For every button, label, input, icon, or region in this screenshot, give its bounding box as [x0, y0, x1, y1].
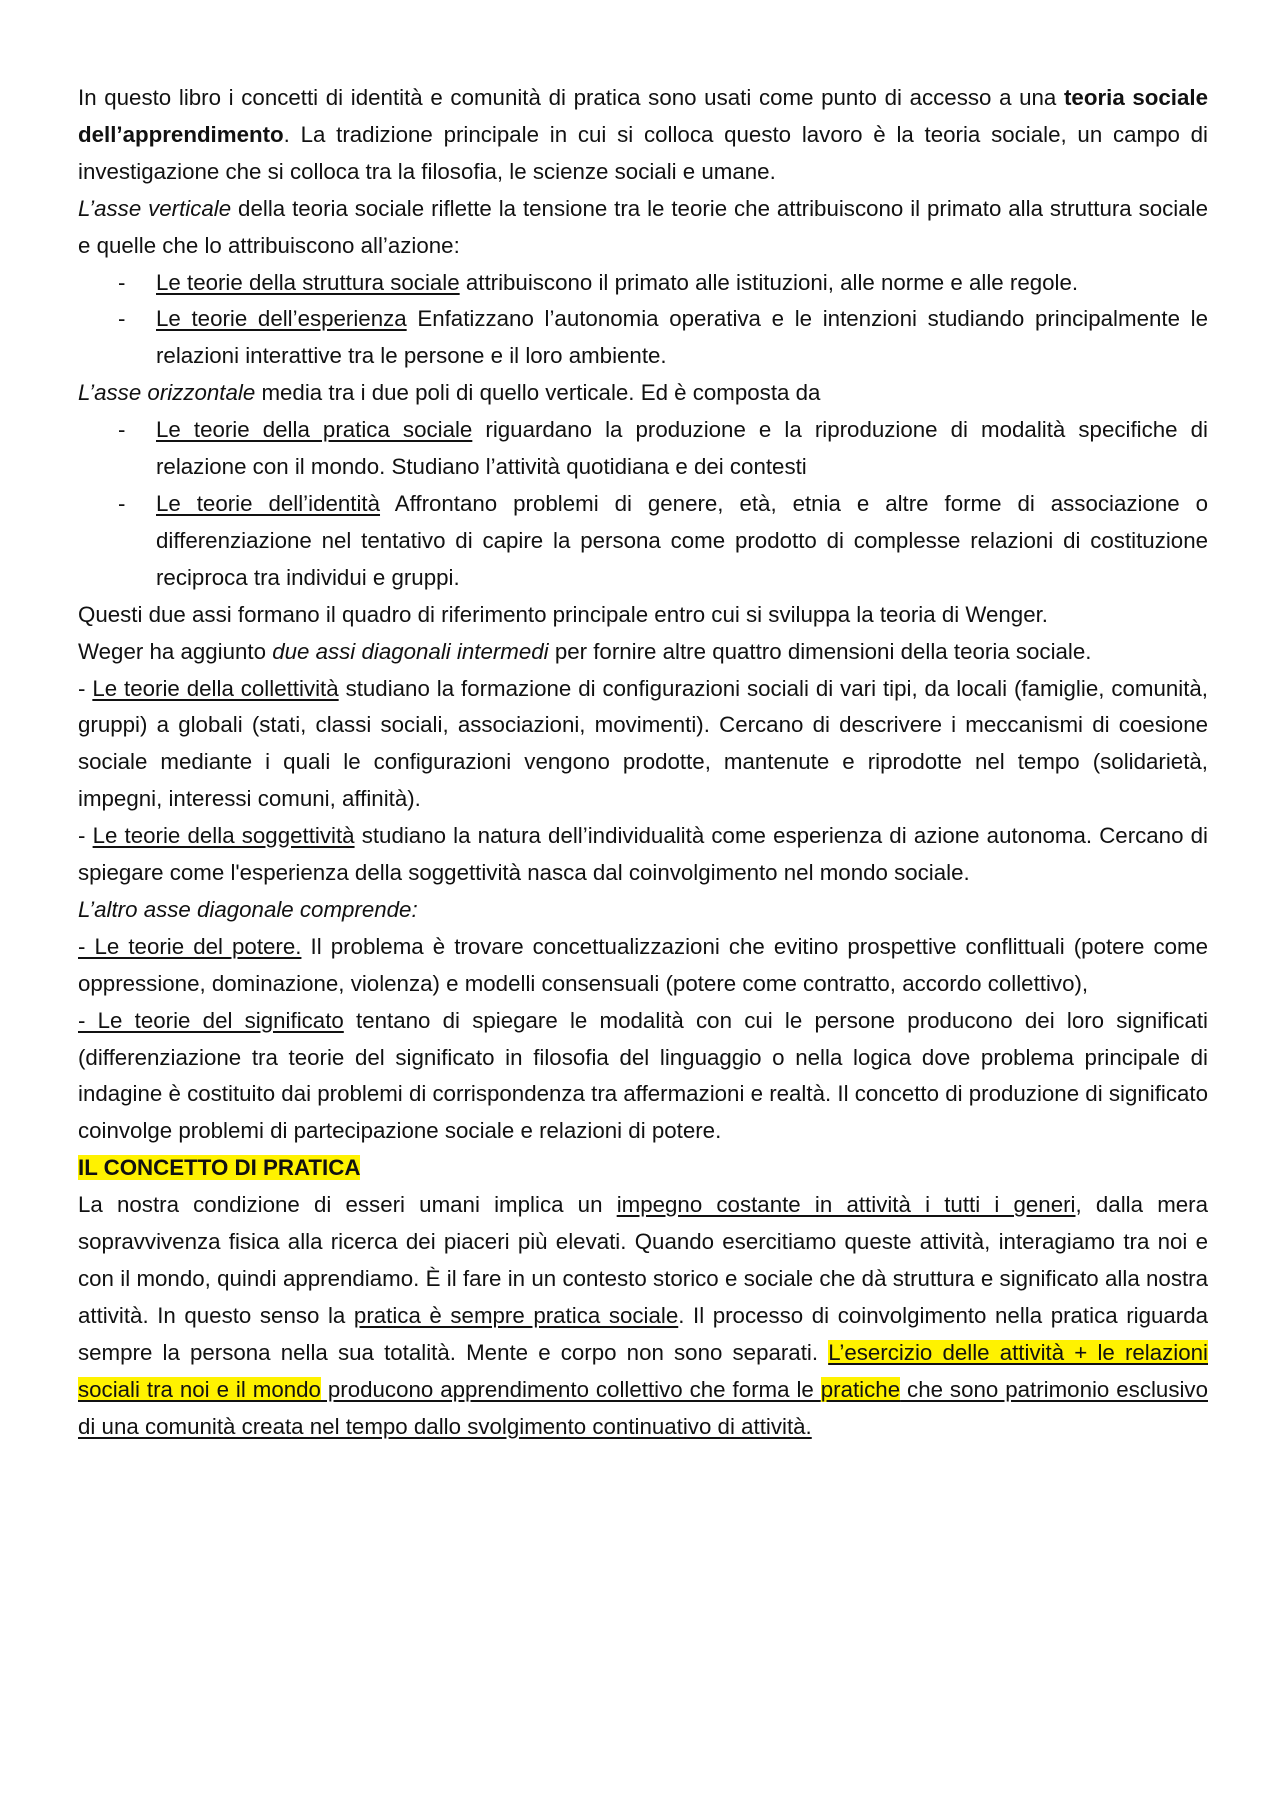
text-run: . Il processo di coinvolgimento nella pratica riguarda sempre la persona nella sua totalità. Mente e corpo non sono separati.: [78, 1302, 1209, 1365]
bullet-dash: -: [118, 306, 126, 332]
text-run: . La tradizione principale in cui si colloca questo lavoro è la teoria sociale, un campo di investigazione che si colloca tra la filosofia, le scienze sociali e umane.: [78, 121, 1208, 184]
subjectivity-paragraph: [78, 818, 1208, 892]
text-run: studiano la natura dell’individualità come esperienza di azione autonoma. Cercano di spiegare come l'esperienza della soggettività nasca dal coinvolgimento nel mondo sociale.: [78, 823, 1208, 886]
text-run: media tra i due poli di quello verticale. Ed è composta da: [255, 380, 821, 406]
power-paragraph: [78, 929, 1208, 1003]
underlined-term: - Le teorie del significato: [78, 1007, 344, 1033]
list-item: [78, 265, 1208, 302]
italic-term: L’asse verticale: [78, 195, 232, 221]
collectivity-paragraph: [78, 671, 1208, 819]
list-item-body: [156, 265, 1208, 302]
list-item-body: [156, 486, 1208, 597]
text-run: per fornire altre quattro dimensioni della teoria sociale.: [548, 638, 1092, 664]
underlined-term: che sono patrimonio esclusivo di una comunità creata nel tempo dallo svolgimento continuativo di attività.: [78, 1376, 1208, 1439]
section-heading: [78, 1150, 1208, 1187]
practice-paragraph: [78, 1187, 1208, 1445]
text-run: riguardano la produzione e la riproduzione di modalità specifiche di relazione con il mondo. Studiano l’attività quotidiana e dei contesti: [156, 417, 1208, 480]
axes-summary-paragraph: Questi due assi formano il quadro di riferimento principale entro cui si sviluppa la teoria di Wenger.: [78, 601, 1049, 627]
text-run: studiano la formazione di configurazioni sociali di vari tipi, da locali (famiglie, comunità, gruppi) a globali (stati, classi sociali, associazioni, movimenti). Cercano di descrivere i meccanismi di coesione sociale mediante i quali le configurazioni vengono prodotte, mantenute e riprodotte nel tempo (solidarietà, impegni, interessi comuni, affinità).: [78, 675, 1209, 812]
list-item-body: [156, 301, 1208, 375]
bullet-dash: -: [118, 417, 126, 443]
text-run: attribuiscono il primato alle istituzioni, alle norme e alle regole.: [459, 269, 1079, 295]
list-item: [78, 301, 1208, 375]
bullet-dash: -: [118, 269, 126, 295]
underlined-term: Le teorie dell’esperienza: [156, 306, 407, 332]
italic-term: due assi diagonali intermedi: [272, 638, 549, 664]
text-run: , dalla mera sopravvivenza fisica alla ricerca dei piaceri più elevati. Quando esercitiamo queste attività, interagiamo tra noi e con il mondo, quindi apprendiamo. È il fare in un contesto storico e sociale che dà struttura e significato alla nostra attività. In questo senso la: [78, 1192, 1208, 1328]
section-heading-text: IL CONCETTO DI PRATICA: [78, 1155, 361, 1181]
underlined-term: Le teorie della collettività: [92, 675, 339, 701]
underlined-term: impegno costante in attività i tutti i generi: [616, 1192, 1076, 1218]
meaning-paragraph: [78, 1003, 1208, 1151]
list-item: [78, 412, 1208, 486]
bullet-dash: -: [78, 823, 93, 849]
list-item: [78, 486, 1208, 597]
underlined-term: Le teorie della pratica sociale: [156, 417, 473, 443]
underlined-term: Le teorie della soggettività: [92, 823, 355, 849]
list-item-body: [156, 412, 1208, 486]
underlined-term: Le teorie dell’identità: [156, 490, 381, 516]
text-run: La nostra condizione di esseri umani implica un: [78, 1192, 617, 1218]
text-run: Affrontano problemi di genere, età, etnia e altre forme di associazione o differenziazione nel tentativo di capire la persona come prodotto di complesse relazioni di costituzione reciproca tra individui e gruppi.: [156, 490, 1208, 590]
document-page: [78, 80, 1208, 1446]
text-run: Enfatizzano l’autonomia operativa e le intenzioni studiando principalmente le relazioni interattive tra le persone e il loro ambiente.: [156, 306, 1208, 369]
bold-term: teoria sociale dell’apprendimento: [78, 85, 1208, 147]
underlined-term: producono apprendimento collettivo che forma le: [320, 1376, 821, 1402]
diagonal-axes-paragraph: [78, 634, 1208, 671]
underlined-term: - Le teorie del potere.: [78, 933, 302, 959]
italic-term: L’asse orizzontale: [78, 380, 256, 406]
underlined-term: pratica è sempre pratica sociale: [353, 1302, 679, 1328]
text-run: Weger ha aggiunto: [78, 638, 273, 664]
vertical-axis-paragraph: [78, 191, 1208, 265]
horizontal-axis-paragraph: [78, 375, 1208, 412]
other-diagonal-paragraph: L’altro asse diagonale comprende:: [78, 896, 418, 922]
bullet-dash: -: [118, 490, 126, 516]
intro-paragraph: [78, 80, 1208, 191]
underlined-term: Le teorie della struttura sociale: [156, 269, 460, 295]
text-run: Il problema è trovare concettualizzazioni che evitino prospettive conflittuali (potere come oppressione, dominazione, violenza) e modelli consensuali (potere come contratto, accordo collettivo),: [78, 933, 1208, 996]
text-run: della teoria sociale riflette la tensione tra le teorie che attribuiscono il primato alla struttura sociale e quelle che lo attribuiscono all’azione:: [78, 195, 1208, 258]
highlighted-underlined-term: pratiche: [820, 1376, 901, 1402]
highlighted-underlined-term: L’esercizio delle attività + le relazioni sociali tra noi e il mondo: [78, 1339, 1208, 1402]
text-run: tentano di spiegare le modalità con cui le persone producono dei loro significati (differenziazione tra teorie del significato in filosofia del linguaggio o nella logica dove problema principale di indagine è costituito dai problemi di corrispondenza tra affermazioni e realtà. Il concetto di produzione di significato coinvolge problemi di partecipazione sociale e relazioni di potere.: [78, 1007, 1208, 1144]
text-run: In questo libro i concetti di identità e comunità di pratica sono usati come punto di accesso a una: [78, 85, 1064, 110]
bullet-dash: -: [78, 675, 93, 701]
